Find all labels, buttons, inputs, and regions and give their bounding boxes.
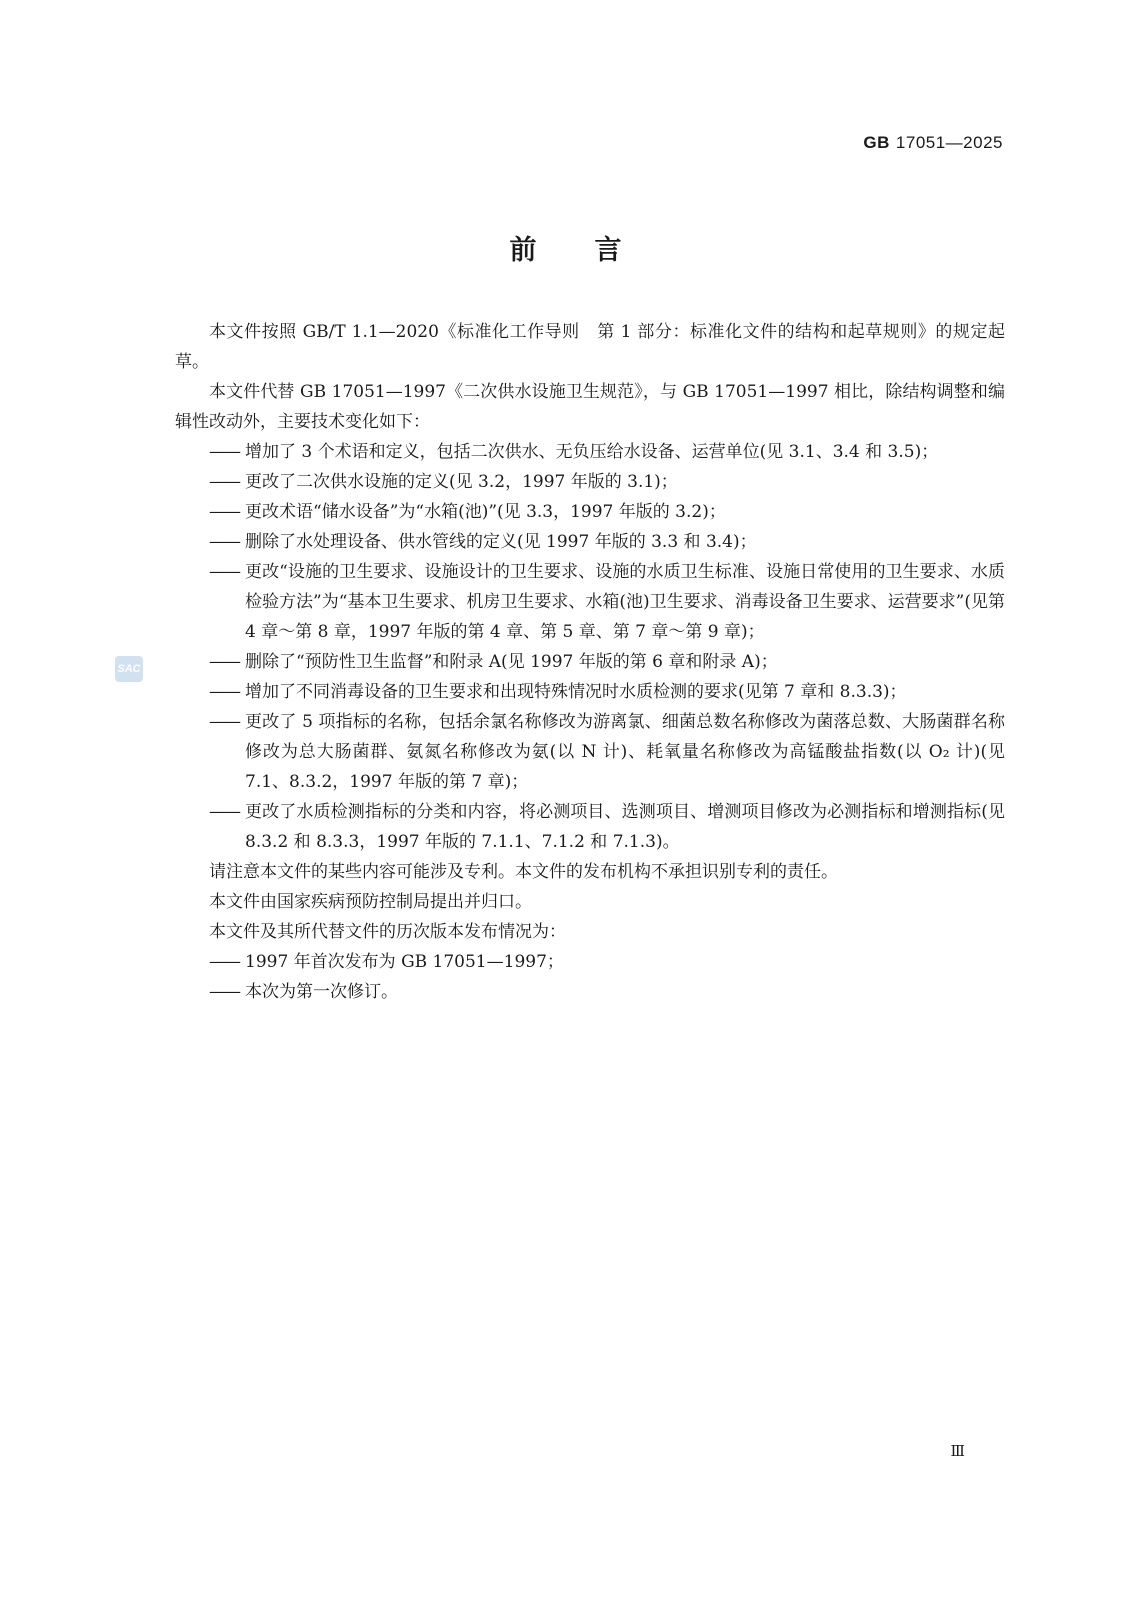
list-item [175, 437, 1005, 467]
list-item-text: 增加了不同消毒设备的卫生要求和出现特殊情况时水质检测的要求(见第 7 章和 8.3.3)； [245, 682, 907, 702]
paragraph: 请注意本文件的某些内容可能涉及专利。本文件的发布机构不承担识别专利的责任。 [209, 862, 838, 882]
page-title: 前言 [509, 235, 680, 266]
standard-prefix: GB [863, 133, 890, 152]
list-item-text: 删除了水处理设备、供水管线的定义(见 1997 年版的 3.3 和 3.4)； [245, 532, 757, 552]
list-dash: —— [209, 712, 239, 732]
list-dash: —— [209, 952, 239, 972]
list-dash: —— [209, 802, 239, 822]
document-code [863, 133, 1003, 153]
list-item-text: 更改“设施的卫生要求、设施设计的卫生要求、设施的水质卫生标准、设施日常使用的卫生要求、水质检验方法”为“基本卫生要求、机房卫生要求、水箱(池)卫生要求、消毒设备卫生要求、运营要求”(见第 4 章～第 8 章，1997 年版的第 4 章、第 5 章、第 7 章～第 9 章)； [245, 562, 1005, 642]
list-dash: —— [209, 652, 239, 672]
paragraph: 本文件由国家疾病预防控制局提出并归口。 [209, 892, 532, 912]
list-item-text: 增加了 3 个术语和定义，包括二次供水、无负压给水设备、运营单位(见 3.1、3.4 和 3.5)； [245, 442, 939, 462]
list-item [175, 557, 1005, 647]
list-item-text: 更改了二次供水设施的定义(见 3.2，1997 年版的 3.1)； [245, 472, 678, 492]
list-item [175, 497, 1005, 527]
list-dash: —— [209, 502, 239, 522]
foreword-body [175, 317, 1005, 1007]
sac-logo-icon: SAC [115, 656, 143, 682]
list-item [175, 977, 1005, 1007]
list-dash: —— [209, 562, 239, 582]
standard-number: 17051—2025 [895, 133, 1003, 152]
list-dash: —— [209, 532, 239, 552]
page-number: Ⅲ [950, 1442, 965, 1460]
list-item-text: 1997 年首次发布为 GB 17051—1997； [245, 952, 564, 972]
list-dash: —— [209, 472, 239, 492]
list-item [175, 677, 1005, 707]
list-item [175, 467, 1005, 497]
list-item-text: 更改了水质检测指标的分类和内容，将必测项目、选测项目、增测项目修改为必测指标和增测指标(见 8.3.2 和 8.3.3，1997 年版的 7.1.1、7.1.2 和 7.1.3)。 [245, 802, 1005, 852]
list-dash: —— [209, 442, 239, 462]
paragraph: 本文件按照 GB/T 1.1—2020《标准化工作导则 第 1 部分：标准化文件的结构和起草规则》的规定起草。 [175, 322, 1005, 372]
list-item [175, 947, 1005, 977]
list-dash: —— [209, 982, 239, 1002]
paragraph: 本文件及其所代替文件的历次版本发布情况为： [209, 922, 566, 942]
list-item-text: 更改术语“储水设备”为“水箱(池)”(见 3.3，1997 年版的 3.2)； [245, 502, 726, 522]
list-item [175, 707, 1005, 797]
list-item [175, 647, 1005, 677]
list-item [175, 797, 1005, 857]
list-item [175, 527, 1005, 557]
list-dash: —— [209, 682, 239, 702]
list-item-text: 本次为第一次修订。 [245, 982, 398, 1002]
list-item-text: 更改了 5 项指标的名称，包括余氯名称修改为游离氯、细菌总数名称修改为菌落总数、大肠菌群名称修改为总大肠菌群、氨氮名称修改为氨(以 N 计)、耗氧量名称修改为高锰酸盐指数(以 O₂ 计)(见 7.1、8.3.2，1997 年版的第 7 章)； [245, 712, 1005, 792]
paragraph: 本文件代替 GB 17051—1997《二次供水设施卫生规范》，与 GB 17051—1997 相比，除结构调整和编辑性改动外，主要技术变化如下： [175, 382, 1005, 432]
list-item-text: 删除了“预防性卫生监督”和附录 A(见 1997 年版的第 6 章和附录 A)； [245, 652, 778, 672]
